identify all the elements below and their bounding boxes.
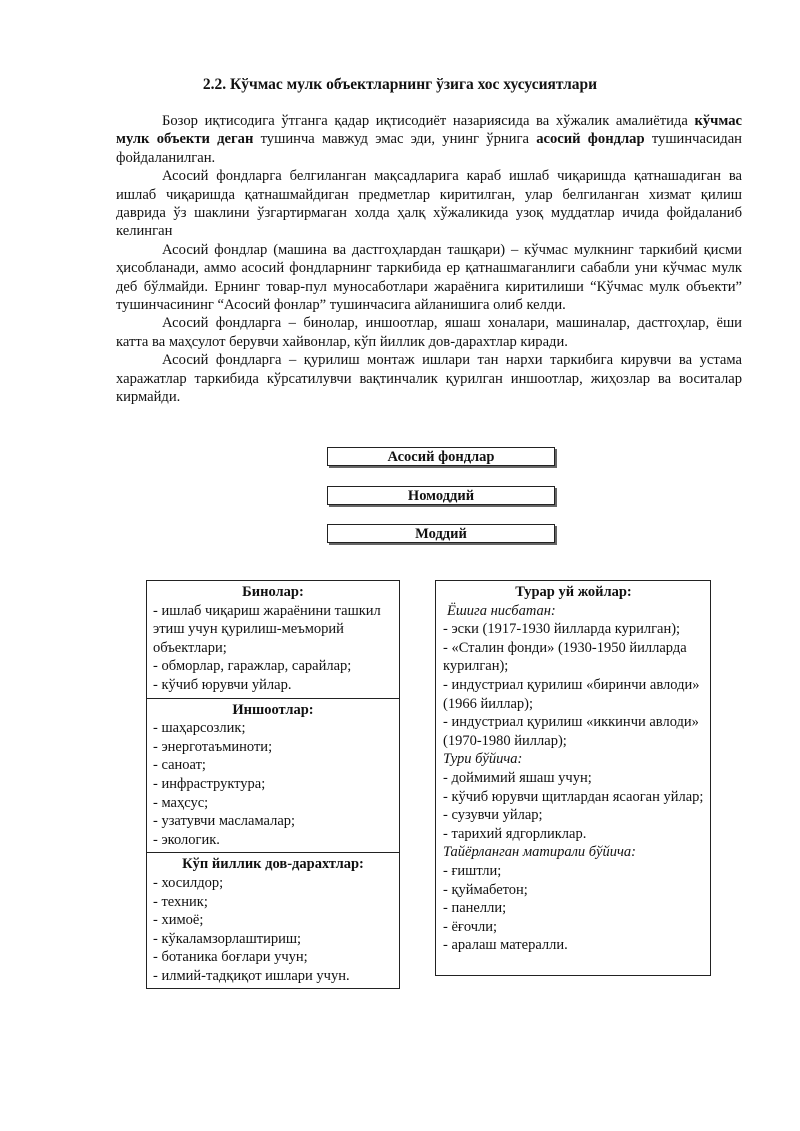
perennial-plants-title: Кўп йиллик дов-дарахтлар: <box>182 856 364 873</box>
list-item: - тарихий ядгорликлар. <box>443 825 587 842</box>
paragraph-1-text-a: Бозор иқтисодига ўтганга қадар иқтисодиёт назариясида ва хўжалик амалиётида <box>162 113 695 129</box>
list-item: - панелли; <box>443 900 507 917</box>
list-item: - хосилдор; <box>153 874 224 891</box>
paragraph-1-bold-term-1: кўчмас мулк объекти деган <box>116 113 742 148</box>
diagram-box-main-funds: Асосий фондлар <box>327 447 555 466</box>
list-item: - кўчиб юрувчи щитлардан ясаоган уйлар; <box>443 788 704 805</box>
body-text <box>116 112 742 407</box>
diagram-box-tangible: Моддий <box>327 524 555 543</box>
housing-title: Турар уй жойлар: <box>515 584 632 600</box>
list-item: - кўчиб юрувчи уйлар. <box>153 676 292 693</box>
paragraph-1-text-c: тушинча мавжуд эмас эди, унинг ўрнига <box>253 131 537 148</box>
by-type-subtitle: Тури бўйича: <box>443 751 523 768</box>
list-item: - сузувчи уйлар; <box>443 807 543 824</box>
list-item: - обморлар, гаражлар, сарайлар; <box>153 658 352 675</box>
list-item: - индустриал қурилиш «биринчи авлоди» (1966 йиллар); <box>443 676 700 712</box>
list-item: - техник; <box>153 893 208 910</box>
list-item: - индустриал қурилиш «иккинчи авлоди» (1970-1980 йиллар); <box>443 714 699 749</box>
by-material-subtitle: Тайёрланган матирали бўйича: <box>443 844 636 861</box>
paragraph-4: Асосий фондларга – бинолар, иншоотлар, яшаш хоналари, машиналар, дастгоҳлар, ёши катта ва маҳсулот берувчи хайвонлар, кўп йиллик дов-дарахтлар киради. <box>116 315 742 350</box>
perennial-plants-section <box>147 852 399 988</box>
list-item: - «Сталин фонди» (1930-1950 йилларда курилган); <box>443 639 687 675</box>
paragraph-1 <box>116 112 742 167</box>
list-item: - ботаника боғлари учун; <box>153 949 308 966</box>
list-item: - узатувчи масламалар; <box>153 813 296 830</box>
buildings-section <box>147 581 399 698</box>
by-age-subtitle: Ёшига нисбатан: <box>447 602 556 619</box>
list-item: - инфраструктура; <box>153 775 266 792</box>
paragraph-1-bold-term-2: асосий фондлар <box>536 131 645 148</box>
diagram-box-intangible: Номоддий <box>327 486 555 505</box>
list-item: - шаҳарсозлик; <box>153 720 246 737</box>
left-category-table <box>146 580 400 989</box>
structures-title: Иншоотлар: <box>232 701 314 718</box>
list-item: - ишлаб чиқариш жараёнини ташкил этиш учун қурилиш-меъморий объектлари; <box>153 602 381 656</box>
list-item: - экологик. <box>153 831 220 848</box>
list-item: - саноат; <box>153 757 206 774</box>
list-item: - кўкаламзорлаштириш; <box>153 930 302 947</box>
list-item: - энерготаъминоти; <box>153 738 273 755</box>
paragraph-5: Асосий фондларга – қурилиш монтаж ишлари тан нархи таркибига кирувчи ва устама харажатлар таркибида кўрсатилувчи вақтинчалик қурилган иншоотлар, жиҳозлар ва воситалар кирмайди. <box>116 352 742 406</box>
paragraph-3: Асосий фондлар (машина ва дастгоҳлардан ташқари) – кўчмас мулкнинг таркибий қисми ҳисобланади, аммо асосий фондларнинг таркибида ер қатнашмаганлиги сабабли уни кўчмас мулк деб бўлмайди. Ернинг товар-пул муносаботлари жараёнига киритилиши “Кўчмас мулк объекти” тушинчасининг “Асосий фонлар” тушинчасига айланишига олиб келди. <box>116 241 742 314</box>
structures-section <box>147 698 399 853</box>
buildings-title: Бинолар: <box>242 584 304 600</box>
paragraph-1-text-e: тушинчасидан фойдаланилган. <box>116 131 742 166</box>
paragraph-2: Асосий фондларга белгиланган мақсадларига караб ишлаб чиқаришда қатнашадиган ва ишлаб чиқаришда қатнашмайдиган предметлар киритилган, улар белгиланган хизмат қилиш даврида ўз шаклини ўзгартирмаган холда ҳалқ хўжаликида узоқ муддатлар ичида фойдаланиб келинган <box>116 168 742 240</box>
list-item: - эски (1917-1930 йилларда курилган); <box>443 621 681 638</box>
list-item: - илмий-тадқиқот ишлари учун. <box>153 967 350 984</box>
list-item: - маҳсус; <box>153 794 209 811</box>
list-item: - ёғочли; <box>443 918 498 935</box>
list-item: - аралаш матералли. <box>443 937 568 954</box>
list-item: - қуймабетон; <box>443 881 528 898</box>
right-housing-table <box>435 580 711 976</box>
list-item: - химоё; <box>153 912 204 929</box>
section-title: 2.2. Кўчмас мулк объектларнинг ўзига хос хусусиятлари <box>202 76 598 93</box>
list-item: - доймимий яшаш учун; <box>443 769 592 786</box>
list-item: - ғиштли; <box>443 862 502 879</box>
